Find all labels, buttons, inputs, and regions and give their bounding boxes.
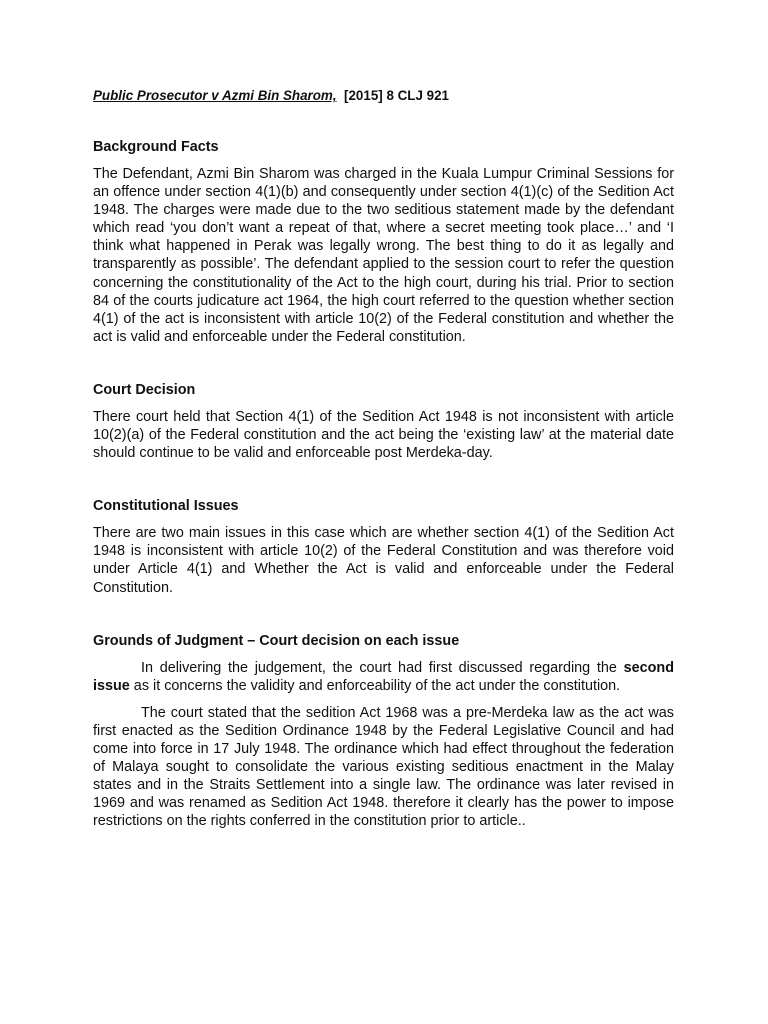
- section-heading: Grounds of Judgment – Court decision on each issue: [93, 632, 460, 649]
- paragraph: There are two main issues in this case which are whether section 4(1) of the Sedition Act 1948 is inconsistent with article 10(2) of the Federal Constitution and was therefore void under Article 4(1) and Whether the Act is valid and enforceable under the Federal Constitution.: [93, 525, 674, 596]
- section-grounds-of-judgment: [93, 631, 674, 831]
- case-reference: [2015] 8 CLJ 921: [344, 88, 449, 103]
- case-name: Public Prosecutor v Azmi Bin Sharom,: [93, 88, 337, 103]
- paragraph: The court stated that the sedition Act 1968 was a pre-Merdeka law as the act was first enacted as the Sedition Ordinance 1948 by the Federal Legislative Council and had come into force in 17 July 1948. The ordinance which had effect throughout the federation of Malaya sought to consolidate the various existing seditious enactment in the Malay states and in the Straits Settlement into a single law. The ordinance was later revised in 1969 and was renamed as Sedition Act 1948. therefore it clearly has the power to impose restrictions on the rights conferred in the constitution prior to article..: [93, 704, 674, 830]
- section-court-decision: [93, 380, 674, 462]
- paragraph-text: In delivering the judgement, the court had first discussed regarding the: [141, 659, 624, 676]
- paragraph: The Defendant, Azmi Bin Sharom was charged in the Kuala Lumpur Criminal Sessions for an offence under section 4(1)(b) and consequently under section 4(1)(c) of the Sedition Act 1948. The charges were made due to the two seditious statement made by the defendant which read ‘you don’t want a repeat of that, where a secret meeting took place…’ and ‘I think what happened in Perak was legally wrong. The best thing to do it as legally and transparently as possible’. The defendant applied to the session court to refer the question concerning the constitutionality of the Act to the high court, during his trial. Prior to section 84 of the courts judicature act 1964, the high court referred to the question whether section 4(1) of the act is inconsistent with article 10(2) of the Federal constitution and whether the act is valid and enforceable under the Federal constitution.: [93, 166, 674, 345]
- case-citation: [93, 86, 674, 105]
- section-heading: Court Decision: [93, 381, 196, 398]
- paragraph-text: as it concerns the validity and enforceability of the act under the constitution.: [129, 677, 621, 694]
- paragraph: There court held that Section 4(1) of the Sedition Act 1948 is not inconsistent with article 10(2)(a) of the Federal constitution and the act being the ‘existing law’ at the material date should continue to be valid and enforceable post Merdeka-day.: [93, 408, 674, 462]
- section-constitutional-issues: [93, 496, 674, 596]
- section-background-facts: [93, 137, 674, 346]
- section-heading: Background Facts: [93, 139, 219, 155]
- document-page: [93, 86, 674, 830]
- paragraph: [93, 659, 674, 695]
- section-heading: Constitutional Issues: [93, 498, 239, 515]
- emphasis-text: second issue: [93, 659, 674, 694]
